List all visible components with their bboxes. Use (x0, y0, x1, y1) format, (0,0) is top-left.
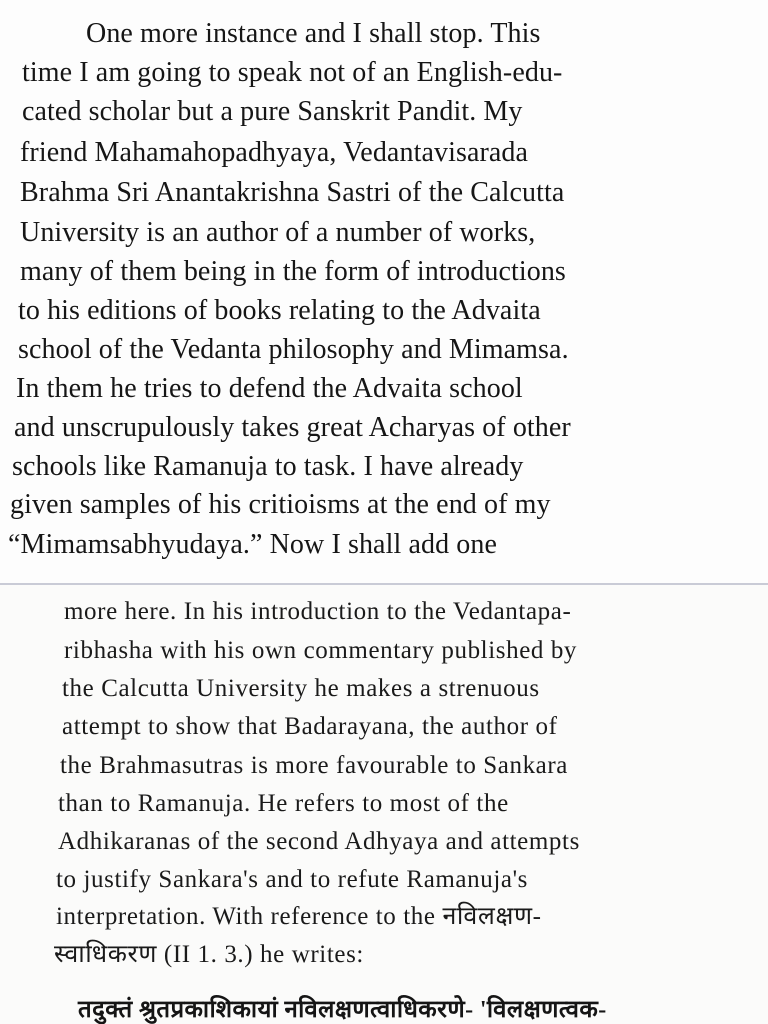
top-text-line-8: to his editions of books relating to the Advaita (18, 295, 541, 326)
bottom-scan-section (0, 585, 768, 1024)
devanagari-quote-line: तदुक्तं श्रुतप्रकाशिकायां नविलक्षणत्वाधिकरणे- 'विलक्षणत्वक- (78, 997, 607, 1023)
top-text-line-5: Brahma Sri Anantakrishna Sastri of the Calcutta (20, 177, 565, 208)
bottom-text-line-7: Adhikaranas of the second Adhyaya and attempts (58, 828, 580, 855)
top-text-line-2: time I am going to speak not of an English-edu- (22, 57, 563, 88)
top-text-line-9: school of the Vedanta philosophy and Mimamsa. (18, 334, 569, 365)
bottom-text-line-1: more here. In his introduction to the Vedantapa- (64, 598, 572, 625)
bottom-text-line-9: interpretation. With reference to the नविलक्षण- (56, 903, 542, 930)
top-text-line-6: University is an author of a number of works, (20, 217, 536, 248)
top-text-line-12: schools like Ramanuja to task. I have already (12, 451, 524, 482)
top-text-line-13: given samples of his critioisms at the end of my (10, 489, 551, 520)
bottom-text-line-5: the Brahmasutras is more favourable to Sankara (60, 752, 568, 779)
top-text-line-4: friend Mahamahopadhyaya, Vedantavisarada (20, 137, 529, 168)
bottom-text-line-4: attempt to show that Badarayana, the author of (62, 713, 558, 740)
top-text-line-11: and unscrupulously takes great Acharyas of other (14, 412, 571, 443)
top-text-line-14: “Mimamsabhyudaya.” Now I shall add one (8, 529, 498, 560)
bottom-text-line-10: स्वाधिकरण (II 1. 3.) he writes: (54, 941, 364, 968)
top-text-line-7: many of them being in the form of introductions (20, 256, 566, 287)
top-text-line-3: cated scholar but a pure Sanskrit Pandit. My (22, 96, 523, 127)
top-text-line-1: One more instance and I shall stop. This (86, 18, 541, 49)
bottom-text-line-6: than to Ramanuja. He refers to most of the (58, 790, 509, 817)
bottom-text-line-8: to justify Sankara's and to refute Ramanuja's (56, 866, 529, 893)
bottom-text-line-2: ribhasha with his own commentary published by (64, 637, 578, 664)
bottom-text-line-3: the Calcutta University he makes a strenuous (62, 675, 540, 702)
top-text-line-10: In them he tries to defend the Advaita school (16, 373, 523, 404)
